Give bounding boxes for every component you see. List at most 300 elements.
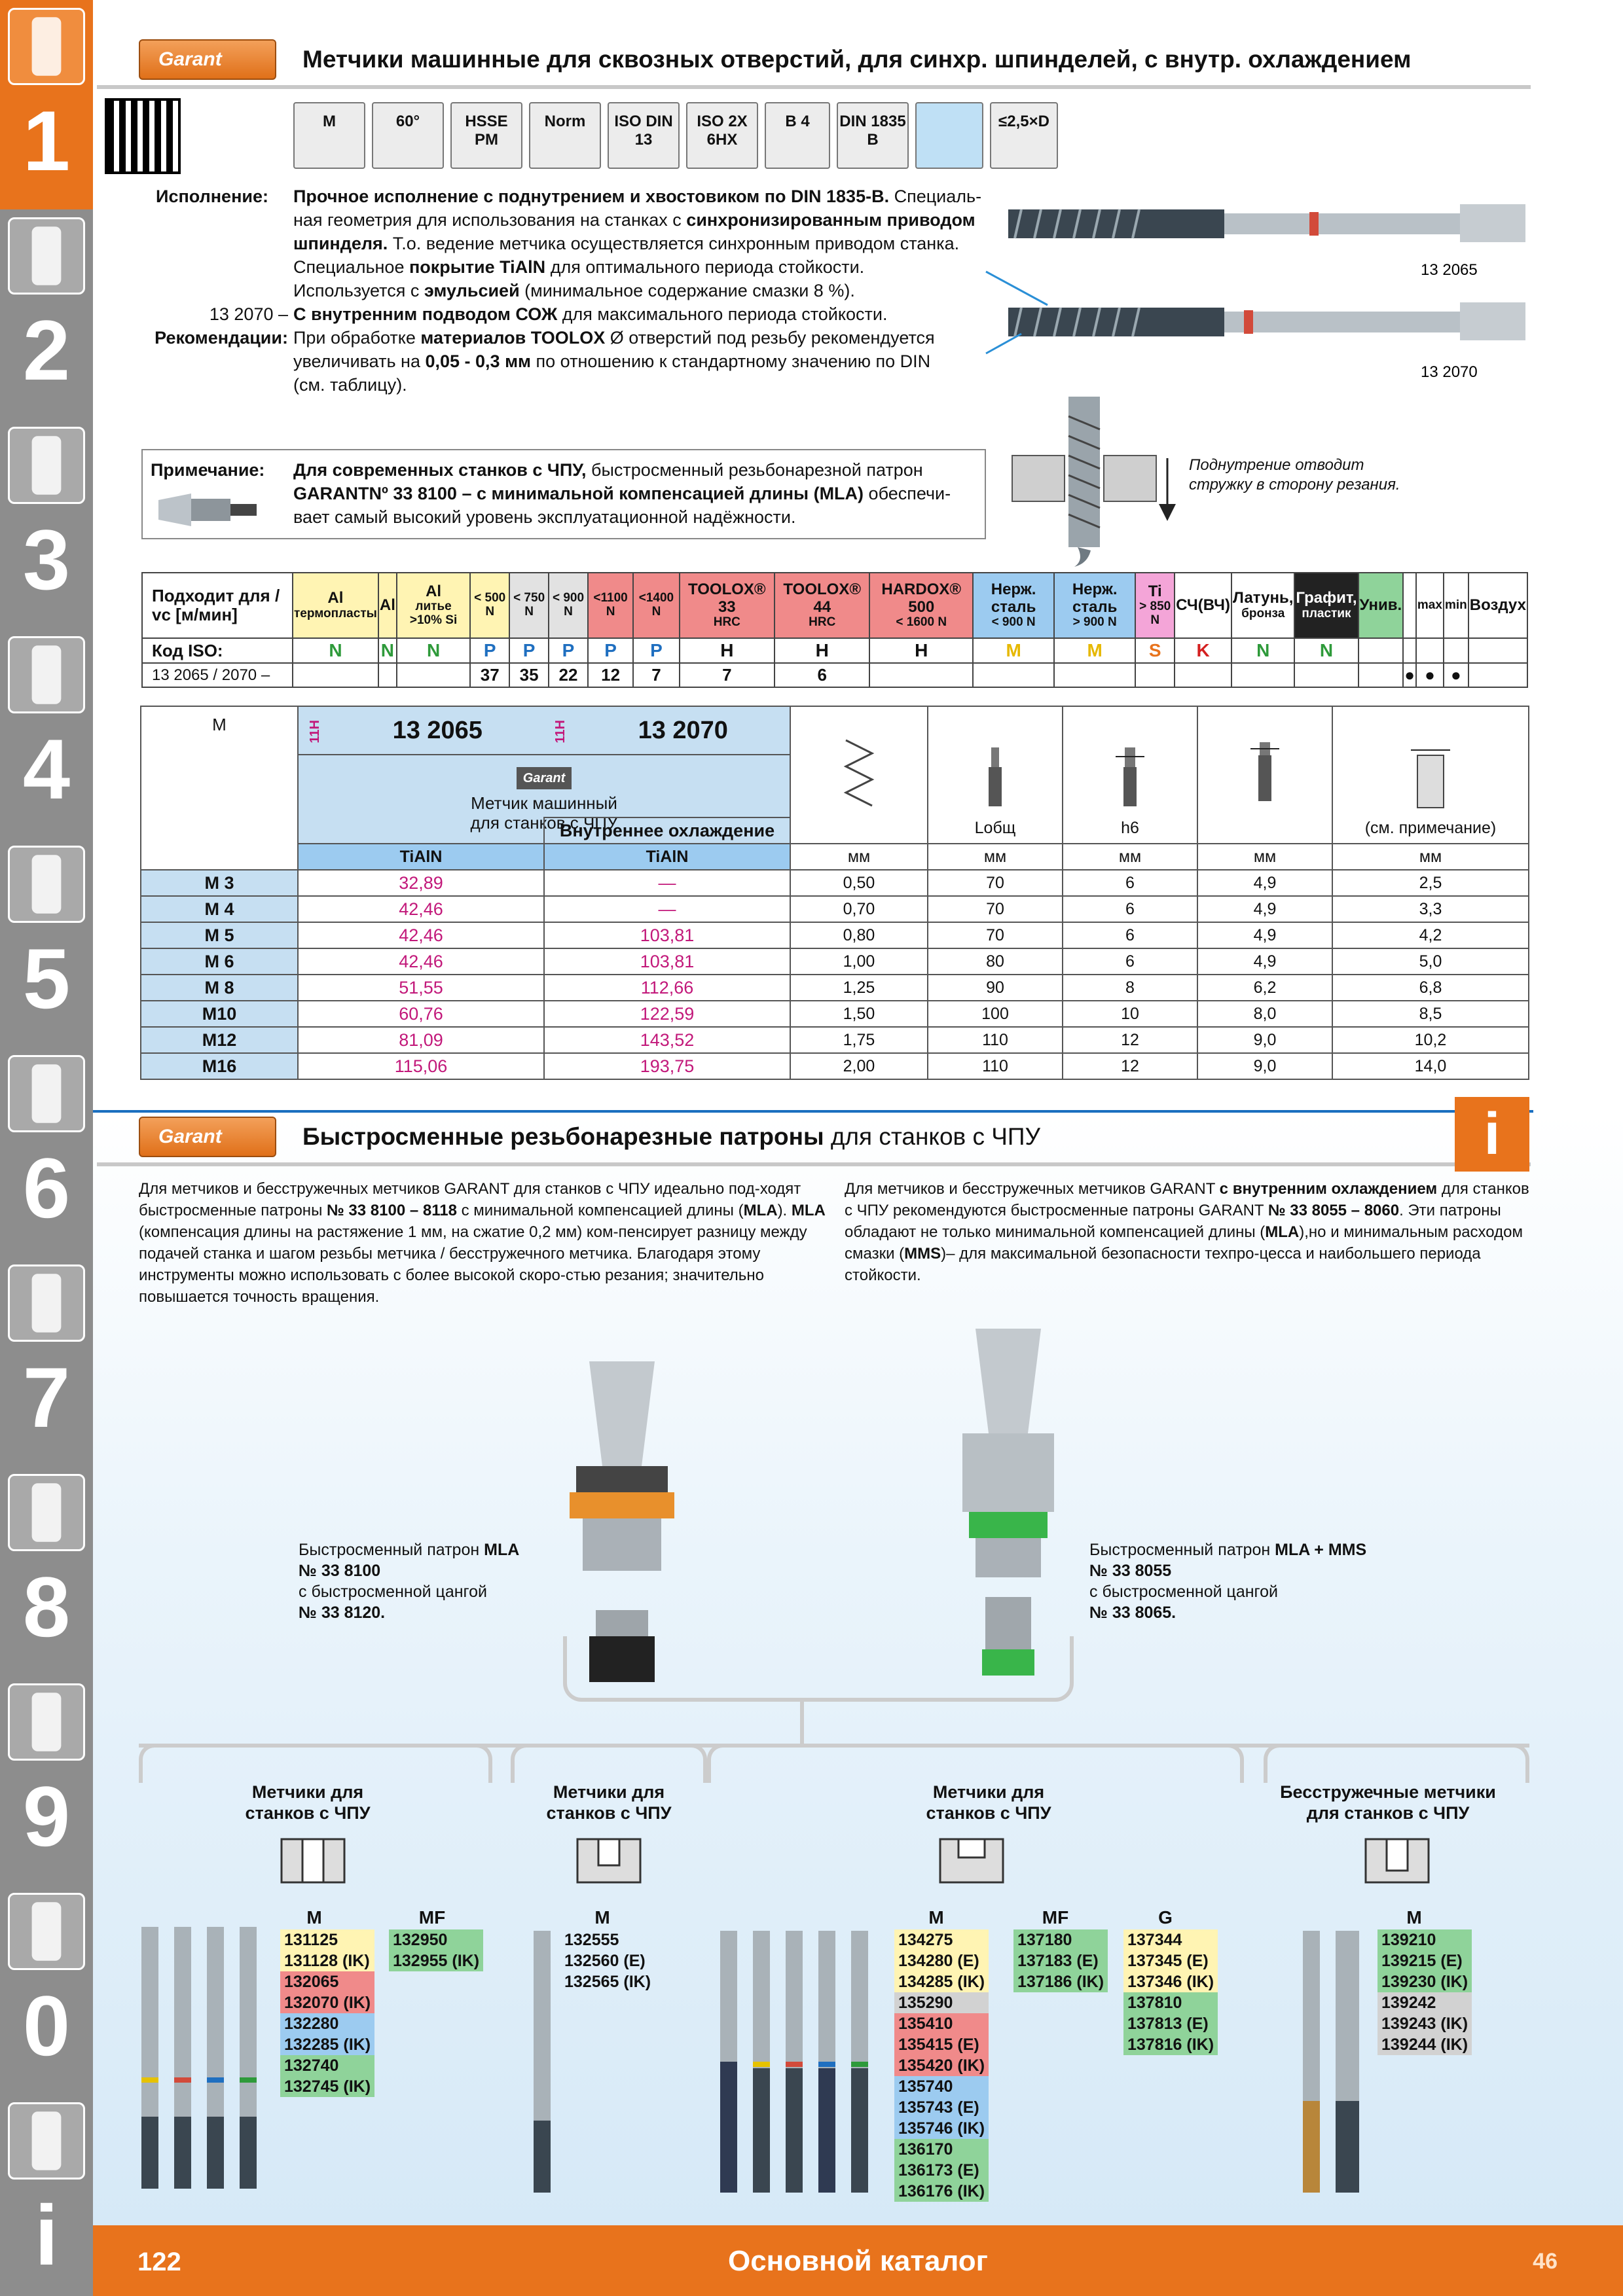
cell-d: 6 (1063, 870, 1197, 896)
spec-icon-7: DIN 1835 B (837, 102, 909, 169)
iso-code-20 (1444, 638, 1468, 663)
material-col-16 (1294, 573, 1358, 638)
sidebar-tab-0[interactable] (0, 0, 93, 209)
material-name: Унив. (1359, 596, 1402, 614)
cell-drill: 8,5 (1332, 1001, 1529, 1027)
table-row (141, 1027, 1529, 1053)
sidebar-tab-1[interactable] (0, 209, 93, 419)
unit-drill: мм (1332, 844, 1529, 870)
garant-logo-2: Garant (139, 1117, 276, 1157)
cutting-speed-6: 12 (588, 663, 633, 687)
material-table (141, 572, 1528, 688)
article-number: 131125 (280, 1929, 374, 1950)
cutting-speed-17 (1359, 663, 1404, 687)
cell-pitch: 2,00 (790, 1053, 928, 1079)
material-col-14 (1175, 573, 1231, 638)
bracket-group-2 (511, 1744, 707, 1783)
article-number: 139243 (IK) (1377, 2013, 1472, 2034)
article-number: 134280 (E) (894, 1950, 989, 1971)
sidebar-tab-number: 1 (22, 93, 71, 188)
info-text-right: Для метчиков и бесстружечных метчиков GARANT с внутренним охлаждением для станков с ЧПУ рекомендуются быстросменные патроны GARANT № 33 8055 – 8060. Эти патроны обладают не только минимальной компенсацией длины (MLA),но и минимальным расходом смазки (MMS)– для максимальной безопасности техпро-цесса и наибольшего периода стойкости. (845, 1180, 1529, 1284)
drill-icon (8, 8, 85, 85)
cell-sq: 4,9 (1197, 948, 1332, 975)
article-number: 132285 (IK) (280, 2034, 374, 2055)
iso-code-19 (1416, 638, 1444, 663)
cutting-speed-20: ● (1444, 663, 1468, 687)
text-2070: С внутренним подводом СОЖ для максимального периода стойкости. (293, 304, 888, 324)
cell-drill: 2,5 (1332, 870, 1529, 896)
cutting-speed-10 (869, 663, 973, 687)
unit-square: мм (1197, 844, 1332, 870)
cutting-speed-12 (1054, 663, 1135, 687)
iso-code-8: H (680, 638, 775, 663)
execution-text: Прочное исполнение с поднутрением и хвостовиком по DIN 1835-B. Специаль-ная геометрия для использования на станках с синхронизированным приводом шпинделя. Т.о. ведение метчика осуществляется синхронным приводом станка. Специальное покрытие TiAlN для оптимального периода стойкости. Используется с эмульсией (минимальное содержание смазки 8 %). (293, 187, 982, 300)
cell-l: 70 (928, 922, 1063, 948)
cutting-direction-arrow-icon (1151, 458, 1184, 524)
connector-stem (800, 1702, 804, 1744)
cutting-speed-18: ● (1403, 663, 1416, 687)
material-strength: < 1600 N (896, 615, 947, 629)
unit-length: мм (928, 844, 1063, 870)
cell-drill: 14,0 (1332, 1053, 1529, 1079)
article-number: 135746 (IK) (894, 2118, 989, 2139)
material-strength: <1100 N (593, 591, 628, 619)
g1-m-heading: M (306, 1907, 322, 1928)
article-number: 135420 (IK) (894, 2055, 989, 2076)
material-strength: < 900 N (991, 615, 1036, 629)
article-number: 139242 (1377, 1992, 1472, 2013)
article-number: 131128 (IK) (280, 1950, 374, 1971)
iso-code-17 (1359, 638, 1404, 663)
iso-code-10: H (869, 638, 973, 663)
cutting-speed-3: 37 (470, 663, 509, 687)
sidebar-tab-2[interactable] (0, 419, 93, 628)
cell-sq: 4,9 (1197, 870, 1332, 896)
article-number: 132560 (E) (564, 1952, 646, 1970)
spec-icon-3: Norm (529, 102, 601, 169)
material-col-1 (378, 573, 397, 638)
table-row (141, 922, 1529, 948)
material-name: HARDOX® 500 (881, 581, 962, 616)
material-col-20 (1444, 573, 1468, 638)
speed-row-label: 13 2065 / 2070 – (142, 663, 293, 687)
cutting-speed-16 (1294, 663, 1358, 687)
sidebar-tab-number: 3 (22, 512, 71, 607)
article-number: 139244 (IK) (1377, 2034, 1472, 2055)
cell-drill: 5,0 (1332, 948, 1529, 975)
sidebar-tab-10[interactable] (0, 2094, 93, 2296)
material-strength: <1400 N (638, 591, 674, 619)
wrench-icon (8, 1055, 85, 1132)
cell-d: 6 (1063, 896, 1197, 922)
cell-m: M 5 (141, 922, 298, 948)
material-col-19 (1416, 573, 1444, 638)
cell-pitch: 0,50 (790, 870, 928, 896)
article-number: 132740 (280, 2055, 374, 2076)
tap-images (982, 177, 1545, 393)
article-number: 135740 (894, 2076, 989, 2097)
coating-132070: TiAlN (544, 844, 790, 870)
cell-p2: 112,66 (544, 975, 790, 1001)
cell-d: 12 (1063, 1053, 1197, 1079)
iso-code-16: N (1294, 638, 1358, 663)
sidebar-tab-number: 2 (22, 302, 71, 398)
article-number: 136176 (IK) (894, 2181, 989, 2202)
iso-code-5: P (549, 638, 588, 663)
coating-132065: TiAlN (298, 844, 544, 870)
label-2070: 13 2070 – (209, 304, 288, 324)
article-number: 137186 (IK) (1013, 1971, 1108, 1992)
cell-pitch: 1,25 (790, 975, 928, 1001)
material-col-12 (1054, 573, 1135, 638)
sidebar-tab-7[interactable] (0, 1466, 93, 1676)
material-strength: < 750 N (513, 591, 545, 619)
material-strength: max (1417, 598, 1442, 612)
material-col-0 (293, 573, 378, 638)
spec-icon-0: M (293, 102, 365, 169)
label-note: Примечание: (151, 460, 265, 480)
group1-taps-image (135, 1927, 279, 2202)
cell-p1: 60,76 (298, 1001, 544, 1027)
iso-code-7: P (633, 638, 679, 663)
spec-icon-8 (915, 102, 983, 169)
material-name: Al (327, 589, 344, 607)
cell-d: 8 (1063, 975, 1197, 1001)
blind-hole-icon (576, 1838, 642, 1884)
article-number: 137345 (E) (1123, 1950, 1218, 1971)
code-132065-header: 11H 13 2065 (298, 706, 544, 755)
cell-m: M10 (141, 1001, 298, 1027)
material-name: Al (426, 582, 442, 600)
article-number: 132565 (IK) (564, 1973, 651, 1991)
cell-l: 90 (928, 975, 1063, 1001)
material-name: TOOLOX® 44 (783, 581, 862, 616)
material-name: Воздух (1469, 596, 1526, 614)
sidebar-tab-4[interactable] (0, 838, 93, 1047)
iso-code-15: N (1231, 638, 1294, 663)
article-number: 136170 (894, 2139, 989, 2160)
toolholder-icon (8, 427, 85, 504)
bracket-group-4 (1264, 1744, 1529, 1783)
cell-pitch: 0,80 (790, 922, 928, 948)
cabinet-icon (8, 1683, 85, 1761)
title-underline (97, 85, 1531, 89)
group4-taps-image (1296, 1931, 1381, 2206)
g3-mf-heading: MF (1042, 1907, 1069, 1928)
article-number: 137180 (1013, 1929, 1108, 1950)
material-col-18 (1403, 573, 1416, 638)
sidebar-tab-number: 6 (22, 1140, 71, 1236)
spec-icon-9: ≤2,5×D (990, 102, 1058, 169)
material-name: Нерж. сталь (1072, 581, 1118, 616)
cell-sq: 4,9 (1197, 896, 1332, 922)
cell-m: M 6 (141, 948, 298, 975)
cutting-speed-19: ● (1416, 663, 1444, 687)
cell-p1: 115,06 (298, 1053, 544, 1079)
article-number: 135290 (894, 1992, 989, 2013)
article-number: 137813 (E) (1123, 2013, 1218, 2034)
sidebar-tab-8[interactable] (0, 1676, 93, 1885)
cell-d: 6 (1063, 922, 1197, 948)
info-icon (8, 2102, 85, 2179)
article-number: 135410 (894, 2013, 989, 2034)
cell-p2: — (544, 870, 790, 896)
cell-p1: 42,46 (298, 922, 544, 948)
section2-title: Быстросменные резьбонарезные патроны для станков с ЧПУ (302, 1123, 1041, 1150)
cell-p2: 103,81 (544, 948, 790, 975)
chuck-mla-mms-caption: Быстросменный патрон MLA + MMS № 33 8055 с быстросменной цангой № 33 8065. (1089, 1541, 1367, 1622)
group2-tap-image (524, 1931, 563, 2206)
cell-m: M16 (141, 1053, 298, 1079)
footer (93, 2225, 1623, 2296)
article-number: 137816 (IK) (1123, 2034, 1218, 2055)
article-number: 135743 (E) (894, 2097, 989, 2118)
table-row (141, 1053, 1529, 1079)
article-number: 134275 (894, 1929, 989, 1950)
qr-code-icon (105, 98, 181, 174)
g3-mf-codes (1013, 1929, 1108, 1992)
article-number: 134285 (IK) (894, 1971, 989, 1992)
material-strength: HRC (809, 615, 836, 629)
article-number: 132555 (564, 1931, 619, 1949)
cell-p1: 42,46 (298, 948, 544, 975)
label-132070: 13 2070 (1421, 363, 1478, 381)
label-recommendations: Рекомендации: (155, 328, 288, 348)
g2-m-heading: M (594, 1907, 610, 1928)
g1-mf-heading: MF (418, 1907, 446, 1928)
g3-g-heading: G (1158, 1907, 1173, 1928)
cell-m: M12 (141, 1027, 298, 1053)
forming-hole-icon (1364, 1838, 1430, 1884)
article-number: 132070 (IK) (280, 1992, 374, 2013)
page-title: Метчики машинные для сквозных отверстий, для синхр. шпинделей, с внутр. охлаждением (302, 46, 1412, 73)
iso-code-18 (1403, 638, 1416, 663)
material-col-3 (470, 573, 509, 638)
page-index: 46 (1533, 2249, 1558, 2274)
material-strength: термопласты (294, 606, 377, 620)
material-col-9 (775, 573, 869, 638)
info-badge-icon: i (1455, 1097, 1529, 1172)
bracket-group-3 (707, 1744, 1244, 1783)
iso-code-1: N (378, 638, 397, 663)
material-col-11 (973, 573, 1054, 638)
cell-drill: 3,3 (1332, 896, 1529, 922)
cutting-speed-14 (1175, 663, 1231, 687)
iso-code-6: P (588, 638, 633, 663)
g3-m-codes (894, 1929, 989, 2202)
internal-cooling-header: Внутреннее охлаждение (543, 817, 790, 843)
cutting-speed-9: 6 (775, 663, 869, 687)
tap-132070-image (1008, 302, 1525, 340)
table-row (141, 948, 1529, 975)
cell-p2: 122,59 (544, 1001, 790, 1027)
section2-underline (97, 1162, 1531, 1166)
material-col-17 (1359, 573, 1404, 638)
cell-pitch: 0,70 (790, 896, 928, 922)
m-header: M (141, 706, 298, 870)
article-number: 139210 (1377, 1929, 1472, 1950)
spec-icon-4: ISO DIN 13 (608, 102, 680, 169)
material-name: Графит, (1296, 589, 1357, 607)
article-number: 137344 (1123, 1929, 1218, 1950)
article-number: 137346 (IK) (1123, 1971, 1218, 1992)
material-strength: литье >10% Si (409, 600, 458, 628)
label-execution: Исполнение: (156, 187, 268, 206)
group-title-3: Метчики для станков с ЧПУ (926, 1782, 1051, 1823)
chuck-mla-caption: Быстросменный патрон MLA № 33 8100 с быстросменной цангой № 33 8120. (299, 1541, 520, 1622)
material-col-6 (588, 573, 633, 638)
cell-drill: 6,8 (1332, 975, 1529, 1001)
suitable-for-label: Подходит для / vc [м/мин] (142, 573, 293, 638)
cell-sq: 9,0 (1197, 1053, 1332, 1079)
thread-pitch-icon (790, 706, 928, 844)
sidebar-tab-9[interactable] (0, 1885, 93, 2094)
iso-code-21 (1468, 638, 1527, 663)
undercut-note: Поднутрение отводит стружку в сторону резания. (1189, 456, 1400, 493)
material-name: TOOLOX® 33 (688, 581, 766, 616)
bracket-group-1 (139, 1744, 492, 1783)
cell-p2: 193,75 (544, 1053, 790, 1079)
shank-diameter-icon (1110, 742, 1150, 814)
iso-code-9: H (775, 638, 869, 663)
cell-p1: 81,09 (298, 1027, 544, 1053)
material-strength: > 850 N (1139, 600, 1171, 628)
material-col-13 (1135, 573, 1175, 638)
cell-m: M 8 (141, 975, 298, 1001)
material-col-5 (549, 573, 588, 638)
material-col-21 (1468, 573, 1527, 638)
toolbox-icon (8, 1474, 85, 1551)
unit-shank: мм (1063, 844, 1197, 870)
cell-drill: 10,2 (1332, 1027, 1529, 1053)
sidebar-tab-6[interactable] (0, 1257, 93, 1466)
material-strength: бронза (1241, 606, 1285, 620)
material-strength: min (1444, 598, 1467, 612)
tap-132065-image (1008, 204, 1525, 242)
group-title-4: Бесстружечные метчики для станков с ЧПУ (1280, 1782, 1496, 1823)
safety-goggles-icon (8, 1893, 85, 1970)
material-col-15 (1231, 573, 1294, 638)
cutting-speed-13 (1135, 663, 1175, 687)
sidebar-tab-number: 0 (22, 1978, 71, 2073)
pliers-icon (8, 1265, 85, 1342)
cell-p2: 103,81 (544, 922, 790, 948)
table-row (141, 1001, 1529, 1027)
article-number: 135415 (E) (894, 2034, 989, 2055)
unit-pitch: мм (790, 844, 928, 870)
sidebar-tab-3[interactable] (0, 628, 93, 838)
drill-diameter-column: (см. примечание) (1332, 706, 1529, 844)
cell-sq: 9,0 (1197, 1027, 1332, 1053)
spec-icon-5: ISO 2X 6HX (686, 102, 758, 169)
cell-l: 110 (928, 1027, 1063, 1053)
product-table (140, 706, 1529, 1080)
cell-l: 70 (928, 870, 1063, 896)
iso-code-0: N (293, 638, 378, 663)
cutting-speed-7: 7 (633, 663, 679, 687)
group-title-1: Метчики для станков с ЧПУ (245, 1782, 371, 1823)
article-number: 139215 (E) (1377, 1950, 1472, 1971)
cell-drill: 4,2 (1332, 922, 1529, 948)
cell-sq: 4,9 (1197, 922, 1332, 948)
material-col-2 (397, 573, 470, 638)
spec-icon-1: 60° (372, 102, 444, 169)
material-col-10 (869, 573, 973, 638)
sidebar-tab-number: 9 (22, 1768, 71, 1864)
tap-length-icon (976, 742, 1015, 814)
spec-icon-6: B 4 (765, 102, 830, 169)
table-row (141, 896, 1529, 922)
article-number: 132950 (389, 1929, 483, 1950)
cell-m: M 3 (141, 870, 298, 896)
section-sidebar (0, 0, 93, 2296)
cutting-speed-2 (397, 663, 470, 687)
cutting-speed-21 (1468, 663, 1527, 687)
group-title-2: Метчики для станков с ЧПУ (546, 1782, 672, 1823)
g1-mf-codes (389, 1929, 483, 1971)
cell-l: 70 (928, 896, 1063, 922)
note-text: Для современных станков с ЧПУ, быстросменный резьбонарезной патрон GARANTNº 33 8100 – с минимальной компенсацией длины (MLA) обеспечи-вает самый высокий уровень эксплуатационной надёжности. (293, 460, 951, 527)
undercut-diagram (1006, 397, 1163, 569)
chuck-connector (563, 1636, 1074, 1702)
material-name: Al (379, 596, 395, 614)
article-number: 137183 (E) (1013, 1950, 1108, 1971)
group3-taps-image (714, 1931, 890, 2206)
iso-code-4: P (509, 638, 549, 663)
g4-m-heading: M (1406, 1907, 1422, 1928)
sidebar-tab-number: 5 (22, 931, 71, 1026)
label-132065: 13 2065 (1421, 261, 1478, 279)
cell-l: 80 (928, 948, 1063, 975)
cutting-speed-15 (1231, 663, 1294, 687)
iso-code-2: N (397, 638, 470, 663)
cutting-speed-1 (378, 663, 397, 687)
cell-pitch: 1,00 (790, 948, 928, 975)
cell-m: M 4 (141, 896, 298, 922)
cell-sq: 8,0 (1197, 1001, 1332, 1027)
caliper-icon (8, 636, 85, 713)
g3-g-codes (1123, 1929, 1218, 2055)
material-strength: пластик (1302, 606, 1351, 620)
material-col-7 (633, 573, 679, 638)
material-strength: > 900 N (1072, 615, 1117, 629)
article-number: 132065 (280, 1971, 374, 1992)
catalog-title: Основной каталог (727, 2245, 988, 2277)
section2-top-rule (93, 1110, 1533, 1113)
spec-icon-2: HSSE PM (450, 102, 522, 169)
sidebar-tab-number: i (34, 2187, 59, 2283)
cell-d: 12 (1063, 1027, 1197, 1053)
product-description-cell: Garant Метчик машинный для станков с ЧПУ Внутреннее охлаждение (298, 755, 790, 844)
sidebar-tab-5[interactable] (0, 1047, 93, 1257)
iso-code-14: K (1175, 638, 1231, 663)
material-strength: HRC (713, 615, 740, 629)
cell-pitch: 1,50 (790, 1001, 928, 1027)
recommendations-text: При обработке материалов TOOLOX Ø отверстий под резьбу рекомендуется увеличивать на 0,05 - 0,3 мм по отношению к стандартному значению по DIN (см. таблицу). (293, 328, 935, 395)
through-hole-icon (280, 1838, 346, 1884)
article-number: 132745 (IK) (280, 2076, 374, 2097)
cell-p1: 32,89 (298, 870, 544, 896)
material-col-4 (509, 573, 549, 638)
cell-pitch: 1,75 (790, 1027, 928, 1053)
g2-m-codes (560, 1929, 655, 1992)
garant-logo: Garant (139, 39, 276, 80)
square-size-icon (1245, 737, 1285, 809)
insert-icon (8, 217, 85, 295)
shallow-hole-icon (939, 1838, 1004, 1884)
article-number: 139230 (IK) (1377, 1971, 1472, 1992)
code-132070-header: 11H 13 2070 (544, 706, 790, 755)
